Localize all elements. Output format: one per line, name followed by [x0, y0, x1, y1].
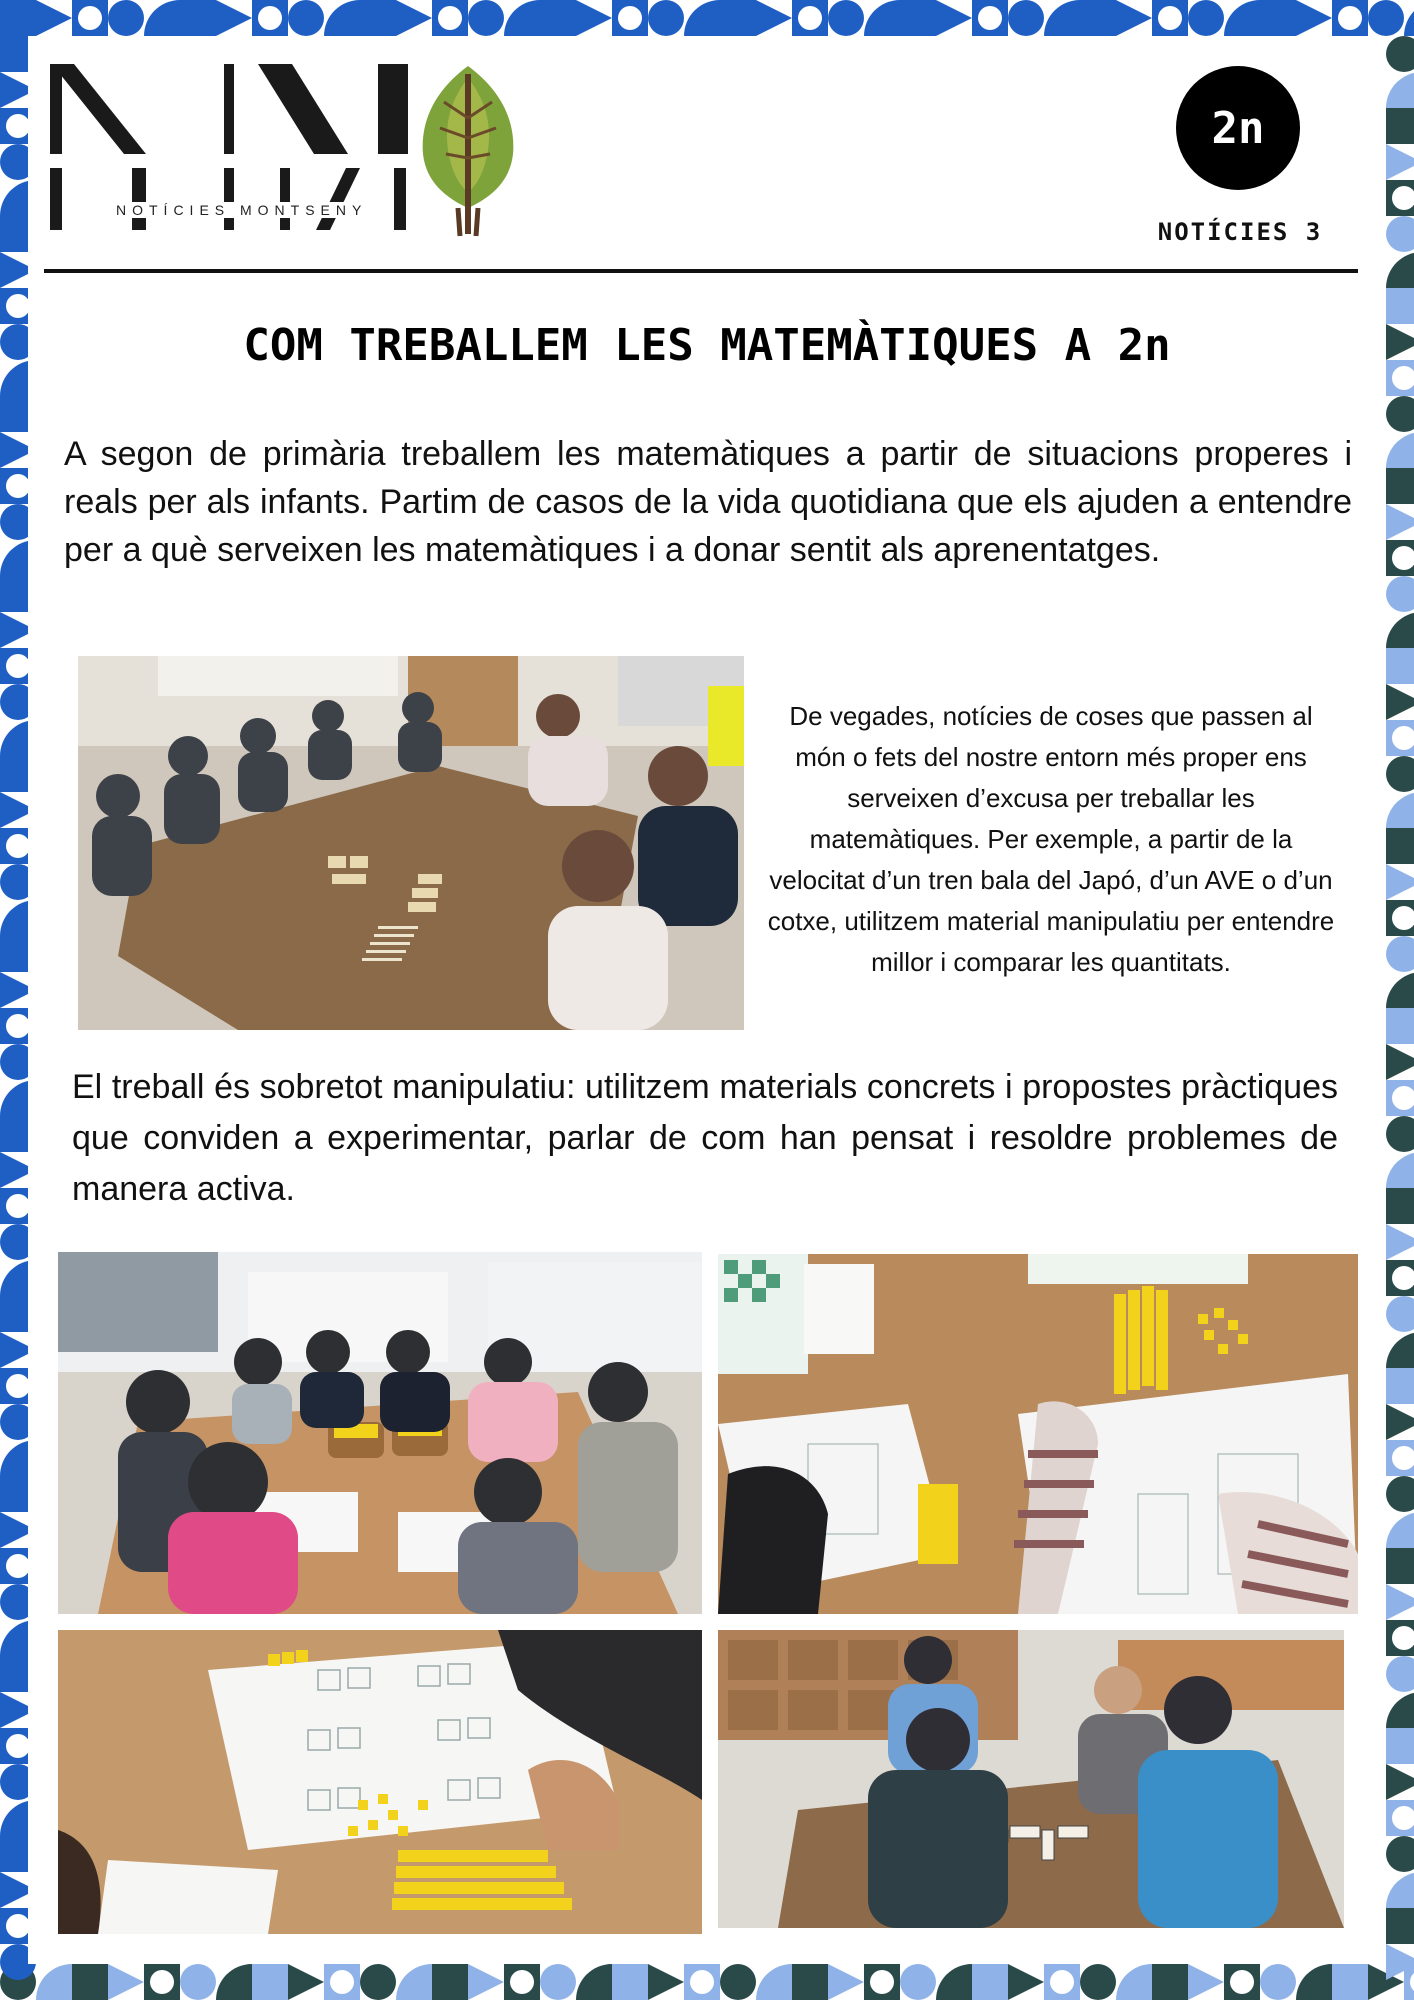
border-shape	[1332, 1964, 1368, 2000]
border-shape	[468, 0, 504, 36]
issue-label: NOTÍCIES 3	[1157, 218, 1323, 246]
border-shape	[150, 1970, 174, 1994]
leaf-tree-icon	[423, 66, 514, 236]
border-shape	[540, 0, 576, 36]
border-shape	[792, 1964, 828, 2000]
border-shape	[1050, 1970, 1074, 1994]
border-shape	[720, 0, 756, 36]
border-shape	[1386, 1908, 1414, 1944]
border-shape	[180, 0, 216, 36]
border-shape	[6, 1014, 30, 1038]
border-shape	[360, 1964, 396, 2000]
border-shape	[330, 1970, 354, 1994]
border-shape	[6, 114, 30, 138]
border-shape	[252, 1964, 288, 2000]
border-shape	[1386, 648, 1414, 684]
border-shape	[258, 6, 282, 30]
border-shape	[6, 1374, 30, 1398]
border-shape	[1368, 0, 1404, 36]
border-shape	[108, 0, 144, 36]
border-shape	[360, 0, 396, 36]
photo-children-on-carpet	[78, 656, 744, 1030]
border-shape	[900, 0, 936, 36]
border-shape	[6, 1734, 30, 1758]
border-shape	[432, 1964, 468, 2000]
border-shape	[690, 1970, 714, 1994]
border-shape	[6, 1914, 30, 1938]
border-shape	[6, 474, 30, 498]
border-shape	[720, 1964, 756, 2000]
grade-badge: 2n	[1176, 66, 1300, 190]
border-shape	[612, 1964, 648, 2000]
border-shape	[0, 0, 36, 36]
border-shape	[1008, 0, 1044, 36]
border-shape	[6, 654, 30, 678]
photo-children-on-floor	[718, 1630, 1344, 1928]
border-shape	[978, 6, 1002, 30]
header-divider	[44, 269, 1358, 273]
border-shape	[1152, 1964, 1188, 2000]
news-inspiration-paragraph: De vegades, notícies de coses que passen al món o fets del nostre entorn més proper ens serveixen d’excusa per treballar les matemàtiques. Per exemple, a partir de la velocitat d’un tren bala del Japó, d’un AVE o d’un cotxe, utilitzem material manipulatiu per entendre millor i comparar les quantitats.	[767, 701, 1335, 977]
border-shape	[900, 1964, 936, 2000]
border-shape	[72, 1964, 108, 2000]
logo-wordmark: NOTÍCIES MONTSENY	[110, 202, 373, 218]
border-shape	[1386, 108, 1414, 144]
border-shape	[288, 0, 324, 36]
border-shape	[1080, 0, 1116, 36]
border-shape	[1386, 1728, 1414, 1764]
border-shape	[798, 6, 822, 30]
border-shape	[1260, 0, 1296, 36]
border-shape	[1158, 6, 1182, 30]
border-shape	[1260, 1964, 1296, 2000]
border-shape	[1386, 828, 1414, 864]
border-shape	[438, 6, 462, 30]
border-shape	[540, 1964, 576, 2000]
border-shape	[6, 1554, 30, 1578]
border-shape	[618, 6, 642, 30]
border-shape	[6, 1194, 30, 1218]
border-shape	[510, 1970, 534, 1994]
photo-worksheets-with-blocks	[718, 1254, 1358, 1614]
border-shape	[1386, 468, 1414, 504]
border-shape	[180, 1964, 216, 2000]
border-shape	[6, 294, 30, 318]
border-shape	[648, 0, 684, 36]
border-shape	[1080, 1964, 1116, 2000]
border-shape	[1386, 1188, 1414, 1224]
border-shape	[1338, 6, 1362, 30]
photo-worksheet-sums	[58, 1630, 702, 1934]
border-shape	[78, 6, 102, 30]
newsletter-logo	[48, 58, 528, 238]
border-shape	[870, 1970, 894, 1994]
border-shape	[1188, 0, 1224, 36]
border-shape	[1386, 288, 1414, 324]
border-shape	[1230, 1970, 1254, 1994]
border-shape	[6, 834, 30, 858]
manipulative-work-paragraph: El treball és sobretot manipulatiu: utilitzem materials concrets i propostes pràctiques que conviden a experimentar, parlar de com han pensat i resoldre problemes de manera activa.	[72, 1068, 1338, 1208]
photo-group-at-table	[58, 1252, 702, 1614]
border-shape	[1386, 1008, 1414, 1044]
article-title: COM TREBALLEM LES MATEMÀTIQUES A 2n	[243, 320, 1171, 371]
intro-paragraph: A segon de primària treballem les matemàtiques a partir de situacions properes i reals per als infants. Partim de casos de la vida quotidiana que els ajuden a entendre per a què serveixen les matemàtiques i a donar sentit als aprenentatges.	[64, 435, 1352, 569]
border-shape	[828, 0, 864, 36]
border-shape	[1386, 1548, 1414, 1584]
border-shape	[972, 1964, 1008, 2000]
border-shape	[1386, 1368, 1414, 1404]
